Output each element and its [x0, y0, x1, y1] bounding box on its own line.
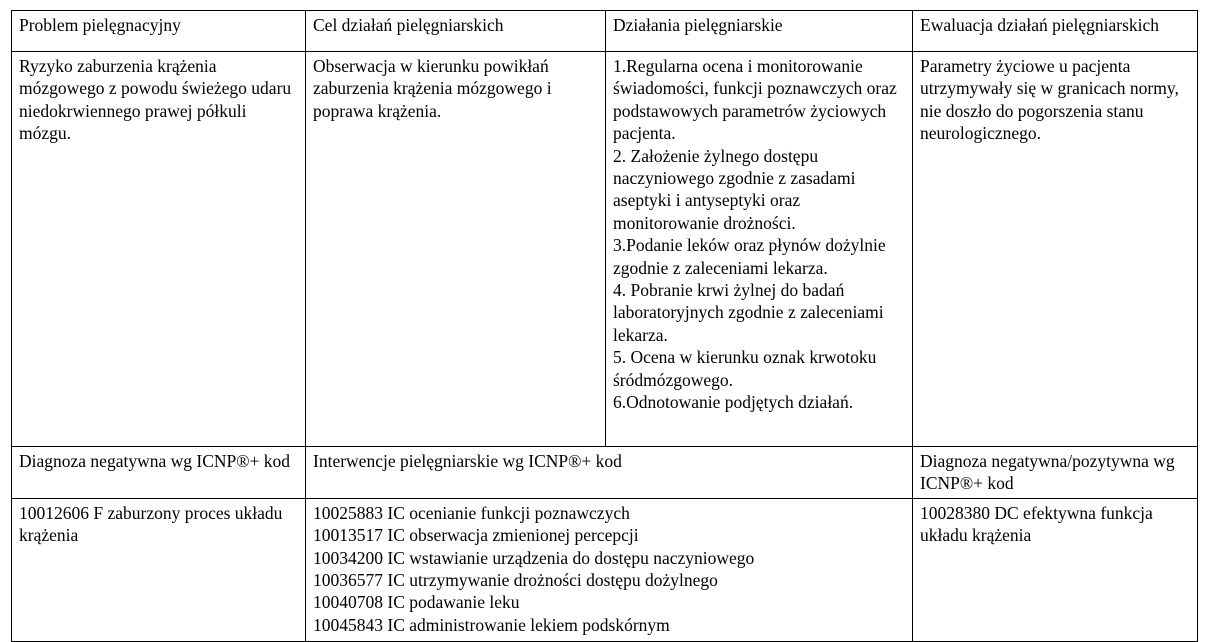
icnp-header-interventions: Interwencje pielęgniarskie wg ICNP®+ kod [306, 447, 913, 499]
icnp-intervention-code: 10045843 IC administrowanie lekiem podskórnym [313, 614, 670, 635]
action-item: 6.Odnotowanie podjętych działań. [613, 392, 854, 413]
header-cell-evaluation: Ewaluacja działań pielęgniarskich [913, 11, 1198, 52]
icnp-intervention-code: 10013517 IC obserwacja zmienionej percepcji [313, 525, 639, 546]
icnp-header-row [12, 447, 1198, 499]
nursing-care-plan-table [11, 10, 1198, 642]
cell-actions-list [606, 52, 913, 447]
header-cell-goal: Cel działań pielęgniarskich [306, 11, 606, 52]
action-item: 5. Ocena w kierunku oznak krwotoku śródmózgowego. [613, 347, 881, 390]
icnp-intervention-code: 10036577 IC utrzymywanie drożności dostępu dożylnego [313, 570, 718, 591]
header-cell-problem: Problem pielęgnacyjny [12, 11, 306, 52]
cell-goal-text: Obserwacja w kierunku powikłań zaburzenia krążenia mózgowego i poprawa krążenia. [306, 52, 606, 447]
icnp-outcome-code: 10028380 DC efektywna funkcja układu krążenia [913, 498, 1198, 641]
icnp-intervention-code-list [306, 498, 913, 641]
table-body-row [12, 52, 1198, 447]
table-header-row [12, 11, 1198, 52]
icnp-body-row [12, 498, 1198, 641]
icnp-diagnosis-code: 10012606 F zaburzony proces układu krążenia [12, 498, 306, 641]
action-item: 3.Podanie leków oraz płynów dożylnie zgodnie z zaleceniami lekarza. [613, 235, 891, 278]
action-item: 4. Pobranie krwi żylnej do badań laboratoryjnych zgodnie z zaleceniami lekarza. [613, 280, 889, 345]
cell-problem-text: Ryzyko zaburzenia krążenia mózgowego z powodu świeżego udaru niedokrwiennego prawej półkuli mózgu. [12, 52, 306, 447]
icnp-header-outcome: Diagnoza negatywna/pozytywna wg ICNP®+ kod [913, 447, 1198, 499]
icnp-header-diagnosis: Diagnoza negatywna wg ICNP®+ kod [12, 447, 306, 499]
icnp-intervention-code: 10034200 IC wstawianie urządzenia do dostępu naczyniowego [313, 547, 755, 568]
cell-evaluation-text: Parametry życiowe u pacjenta utrzymywały się w granicach normy, nie doszło do pogorszenia stanu neurologicznego. [913, 52, 1198, 447]
action-item: 2. Założenie żylnego dostępu naczyniowego zgodnie z zasadami aseptyki i antyseptyki oraz monitorowanie drożności. [613, 145, 860, 233]
action-item: 1.Regularna ocena i monitorowanie świadomości, funkcji poznawczych oraz podstawowych parametrów życiowych pacjenta. [613, 56, 902, 144]
icnp-intervention-code: 10040708 IC podawanie leku [313, 592, 520, 613]
icnp-intervention-code: 10025883 IC ocenianie funkcji poznawczych [313, 502, 630, 523]
header-cell-actions: Działania pielęgniarskie [606, 11, 913, 52]
